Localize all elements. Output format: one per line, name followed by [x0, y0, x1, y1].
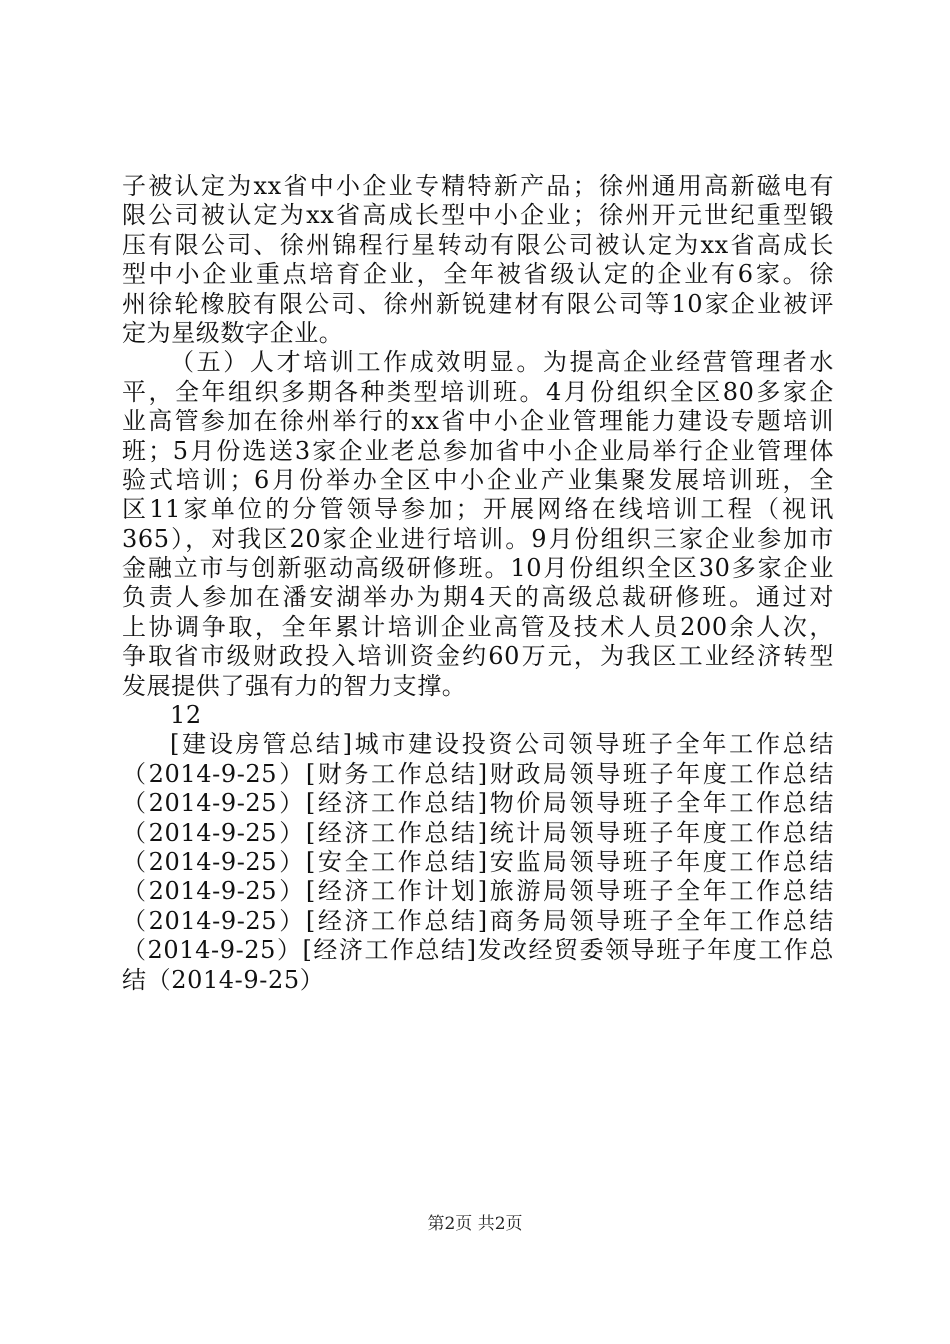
text-line: 型中小企业重点培育企业，全年被省级认定的企业有6家。徐 — [122, 260, 834, 289]
text-line: 365），对我区20家企业进行培训。9月份组织三家企业参加市 — [122, 524, 834, 553]
text-line: （2014-9-25）[经济工作总结]发改经贸委领导班子年度工作总 — [122, 936, 834, 965]
text-line: （2014-9-25）[财务工作总结]财政局领导班子年度工作总结 — [122, 759, 834, 788]
paragraph — [122, 701, 834, 730]
paragraph — [122, 172, 834, 348]
text-line: 上协调争取，全年累计培训企业高管及技术人员200余人次， — [122, 612, 834, 641]
text-line: 结（2014-9-25） — [122, 965, 325, 994]
text-line: 子被认定为xx省中小企业专精特新产品；徐州通用高新磁电有 — [122, 172, 834, 200]
document-body — [122, 172, 834, 995]
paragraph — [122, 348, 834, 701]
text-line: 业高管参加在徐州举行的xx省中小企业管理能力建设专题培训 — [122, 407, 834, 436]
text-line: 12 — [170, 701, 202, 730]
text-line: 金融立市与创新驱动高级研修班。10月份组织全区30多家企业 — [122, 554, 834, 583]
paragraph — [122, 730, 834, 995]
text-line: 限公司被认定为xx省高成长型中小企业；徐州开元世纪重型锻 — [122, 201, 834, 230]
text-line: [建设房管总结]城市建设投资公司领导班子全年工作总结 — [170, 730, 834, 759]
text-line: 发展提供了强有力的智力支撑。 — [122, 671, 467, 700]
text-line: （2014-9-25）[经济工作总结]商务局领导班子全年工作总结 — [122, 906, 834, 935]
text-line: （2014-9-25）[经济工作计划]旅游局领导班子全年工作总结 — [122, 877, 834, 906]
text-line: （五）人才培训工作成效明显。为提高企业经营管理者水 — [170, 348, 834, 377]
text-line: 平，全年组织多期各种类型培训班。4月份组织全区80多家企 — [122, 377, 834, 406]
text-line: （2014-9-25）[安全工作总结]安监局领导班子年度工作总结 — [122, 847, 834, 876]
text-line: 区11家单位的分管领导参加；开展网络在线培训工程（视讯 — [122, 495, 834, 524]
text-line: （2014-9-25）[经济工作总结]统计局领导班子年度工作总结 — [122, 818, 834, 847]
text-line: （2014-9-25）[经济工作总结]物价局领导班子全年工作总结 — [122, 789, 834, 818]
text-line: 争取省市级财政投入培训资金约60万元，为我区工业经济转型 — [122, 642, 834, 671]
text-line: 定为星级数字企业。 — [122, 318, 344, 347]
text-line: 州徐轮橡胶有限公司、徐州新锐建材有限公司等10家企业被评 — [122, 289, 834, 318]
text-line: 验式培训；6月份举办全区中小企业产业集聚发展培训班，全 — [122, 465, 834, 494]
text-line: 班；5月份选送3家企业老总参加省中小企业局举行企业管理体 — [122, 436, 834, 465]
text-line: 负责人参加在潘安湖举办为期4天的高级总裁研修班。通过对 — [122, 583, 834, 612]
page-footer: 第2页 共2页 — [427, 1214, 523, 1234]
text-line: 压有限公司、徐州锦程行星转动有限公司被认定为xx省高成长 — [122, 230, 834, 259]
